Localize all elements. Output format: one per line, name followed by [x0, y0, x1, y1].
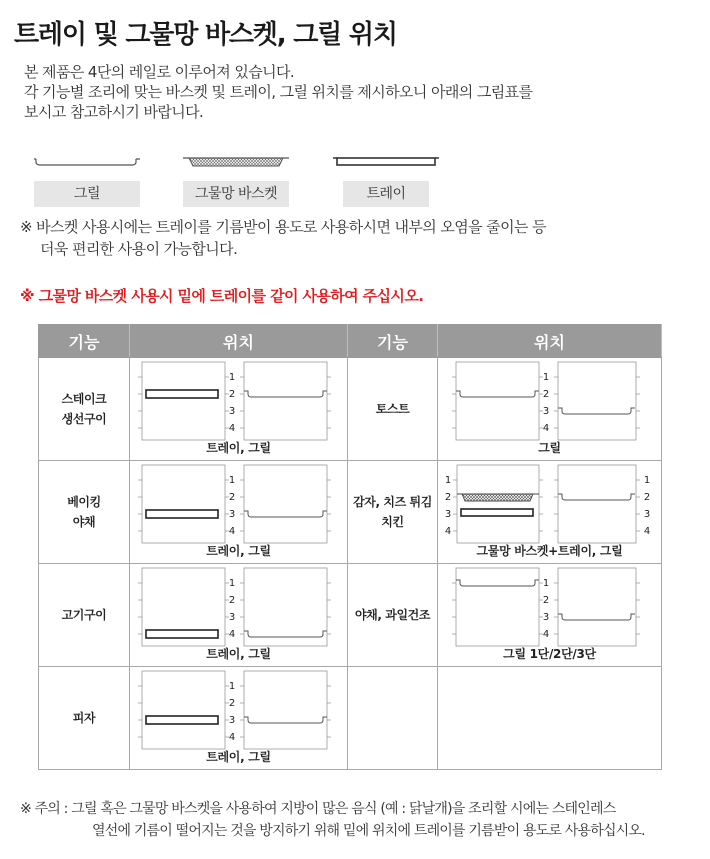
grill-icon: [456, 580, 539, 586]
position-cell: [438, 461, 662, 564]
function-cell: [39, 564, 130, 667]
rail-number: 4: [228, 526, 236, 537]
grill-icon: [244, 511, 327, 517]
rail-number: 2: [228, 492, 236, 503]
rail-number: 1: [228, 578, 236, 589]
warning-text: ※ 그물망 바스켓 사용시 밑에 트레이를 같이 사용하여 주십시오.: [20, 287, 424, 305]
rail-number: 1: [228, 475, 236, 486]
position-cell: [130, 564, 348, 667]
header-position: 위치: [438, 325, 662, 358]
tray-icon: [146, 510, 218, 518]
note-line: 더욱 편리한 사용이 가능합니다.: [40, 240, 238, 258]
legend-mesh-basket: [183, 155, 289, 207]
grill-icon: [244, 391, 327, 397]
grill-icon: [558, 614, 635, 620]
position-cell: [130, 667, 348, 770]
rail-number: 2: [542, 595, 550, 606]
rail-number: 1: [542, 372, 550, 383]
tray-icon: [146, 716, 218, 724]
rail-number: 4: [228, 423, 236, 434]
function-cell: [348, 564, 438, 667]
rail-number: 4: [542, 423, 550, 434]
empty-cell: [438, 667, 662, 770]
function-cell: [348, 358, 438, 461]
empty-cell: [348, 667, 438, 770]
position-cell: [438, 358, 662, 461]
position-cell: [438, 564, 662, 667]
table-row: [39, 358, 662, 461]
header-function: 기능: [39, 325, 130, 358]
mesh-basket-icon: [183, 155, 289, 167]
grill-icon: [244, 717, 327, 723]
rail-number: 1: [228, 681, 236, 692]
function-name: 생선구이: [61, 412, 107, 426]
legend-grill: [34, 155, 140, 207]
function-name: 감자, 치즈 튀김: [353, 495, 432, 509]
legend-label: 그물망 바스켓: [183, 181, 289, 207]
position-caption: 트레이, 그릴: [206, 750, 271, 764]
position-cell: [130, 358, 348, 461]
header-position: 위치: [130, 325, 348, 358]
tray-icon: [146, 630, 218, 638]
legend-tray: [333, 155, 439, 207]
function-name: 피자: [72, 711, 96, 725]
legend-label: 트레이: [343, 181, 429, 207]
function-name: 야채: [72, 515, 96, 529]
note-line: ※ 바스켓 사용시에는 트레이를 기름받이 용도로 사용하시면 내부의 오염을 줄이는 등: [20, 218, 546, 236]
rail-number: 3: [228, 406, 236, 417]
grill-icon: [34, 155, 140, 167]
function-cell: [39, 667, 130, 770]
rail-number: 3: [643, 509, 651, 520]
table-row: [39, 564, 662, 667]
position-caption: 트레이, 그릴: [206, 544, 271, 558]
rail-number: 3: [228, 612, 236, 623]
table-header-row: [39, 325, 662, 358]
rail-number: 3: [542, 612, 550, 623]
grill-icon: [244, 631, 327, 637]
mesh-basket-icon: [457, 494, 539, 501]
position-caption: 그물망 바스켓+트레이, 그릴: [476, 544, 623, 558]
function-name: 고기구이: [61, 608, 107, 622]
oven-chamber-right: [240, 362, 331, 440]
intro-line: 각 기능별 조리에 맞는 바스켓 및 트레이, 그릴 위치를 제시하오니 아래의 그림표를: [24, 83, 533, 101]
rail-number: 4: [228, 629, 236, 640]
rail-number: 2: [228, 595, 236, 606]
position-cell: [130, 461, 348, 564]
intro-line: 본 제품은 4단의 레일로 이루어져 있습니다.: [24, 63, 295, 81]
position-table: [38, 324, 662, 770]
basket-note: [20, 216, 546, 260]
rail-number: 1: [444, 475, 452, 486]
rail-numbers: [229, 372, 235, 434]
position-caption: 그릴: [538, 441, 561, 455]
page-title: 트레이 및 그물망 바스켓, 그릴 위치: [14, 20, 397, 50]
function-cell: [39, 461, 130, 564]
grill-icon: [558, 408, 635, 414]
table-row: [39, 461, 662, 564]
legend-label: 그릴: [34, 181, 140, 207]
tray-icon: [146, 390, 218, 398]
function-cell: [348, 461, 438, 564]
header-function: 기능: [348, 325, 438, 358]
rail-number: 4: [542, 629, 550, 640]
rail-number: 3: [228, 509, 236, 520]
rail-number: 3: [542, 406, 550, 417]
rail-number: 3: [444, 509, 452, 520]
tray-icon: [333, 155, 439, 167]
rail-number: 1: [643, 475, 651, 486]
intro-line: 보시고 참고하시기 바랍니다.: [24, 103, 204, 121]
rail-number: 2: [643, 492, 651, 503]
table-row: [39, 667, 662, 770]
rail-number: 2: [228, 698, 236, 709]
function-name: 스테이크: [61, 392, 107, 406]
rail-number: 2: [444, 492, 452, 503]
caution-note: [20, 798, 645, 842]
oven-chamber-left: [138, 362, 229, 440]
function-name: 치킨: [381, 515, 404, 529]
rail-number: 2: [228, 389, 236, 400]
position-caption: 트레이, 그릴: [206, 441, 271, 455]
intro-text: [24, 62, 532, 122]
rail-number: 3: [228, 715, 236, 726]
rail-number: 4: [228, 732, 236, 743]
rail-number: 1: [542, 578, 550, 589]
rail-number: 2: [542, 389, 550, 400]
function-name: 베이킹: [67, 495, 101, 509]
grill-icon: [558, 494, 635, 500]
caution-line: ※ 주의 : 그릴 혹은 그물망 바스켓을 사용하여 지방이 많은 음식 (예 : 닭날개)을 조리할 시에는 스테인레스: [20, 801, 616, 817]
rail-number: 4: [643, 526, 651, 537]
position-caption: 그릴 1단/2단/3단: [503, 647, 596, 661]
caution-line: 열선에 기름이 떨어지는 것을 방지하기 위해 밑에 위치에 트레이를 기름받이 용도로 사용하십시오.: [92, 823, 645, 839]
rail-number: 1: [228, 372, 236, 383]
grill-icon: [456, 391, 539, 397]
function-name: 토스트: [375, 402, 410, 416]
rail-number: 4: [444, 526, 452, 537]
tray-icon: [461, 509, 533, 516]
function-cell: [39, 358, 130, 461]
position-caption: 트레이, 그릴: [206, 647, 271, 661]
function-name: 야채, 과일건조: [354, 608, 431, 622]
